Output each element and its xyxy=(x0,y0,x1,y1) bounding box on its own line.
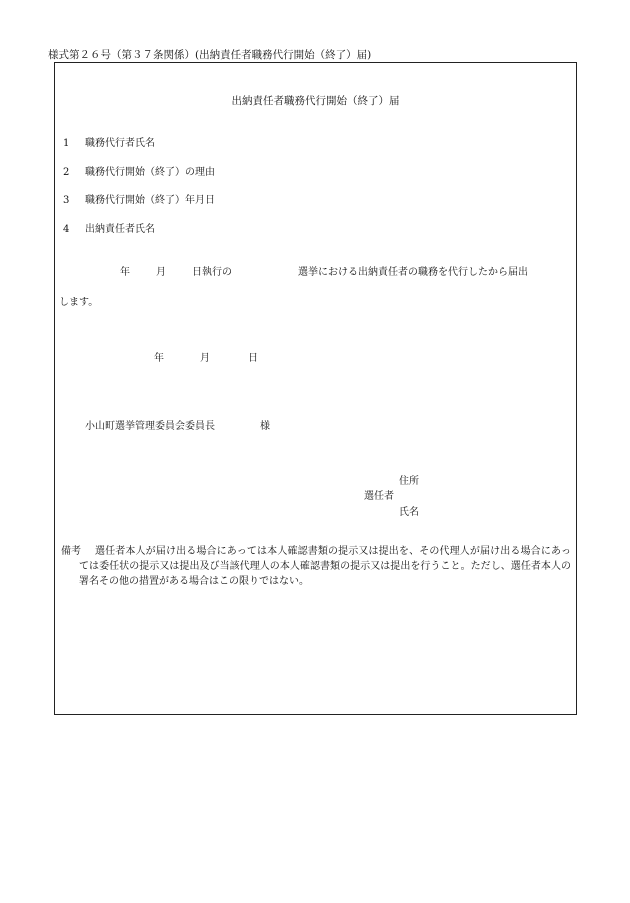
addressee-name: 小山町選挙管理委員会委員長 xyxy=(85,421,215,432)
submitter-role-label: 選任者 xyxy=(364,491,394,502)
addressee-honorific: 様 xyxy=(260,421,270,432)
statement-text-continued: します。 xyxy=(59,297,99,308)
item-row-2 xyxy=(63,163,215,178)
date-month: 月 xyxy=(200,353,210,364)
item-number: 1 xyxy=(63,138,70,149)
item-number: 4 xyxy=(63,224,70,235)
item-row-4 xyxy=(63,220,155,235)
remarks-text: 選任者本人が届け出る場合にあっては本人確認書類の提示又は提出を、その代理人が届け出る場合にあっては委任状の提示又は提出及び当該代理人の本人確認書類の提示又は提出を行うこと。ただし、選任者本人の署名その他の措置がある場合はこの限りではない。 xyxy=(79,546,571,587)
item-label: 出納責任者氏名 xyxy=(85,224,155,235)
item-row-1 xyxy=(63,134,155,149)
item-number: 2 xyxy=(63,167,70,178)
item-label: 職務代行者氏名 xyxy=(85,138,155,149)
remarks-section xyxy=(61,544,571,589)
date-day: 日 xyxy=(248,353,258,364)
statement-month: 月 xyxy=(156,267,166,278)
submitter-name-label: 氏名 xyxy=(399,507,419,518)
date-year: 年 xyxy=(154,353,164,364)
item-number: 3 xyxy=(63,195,70,206)
item-label: 職務代行開始（終了）の理由 xyxy=(85,167,215,178)
submitter-address-label: 住所 xyxy=(399,476,419,487)
document-title: 出納責任者職務代行開始（終了）届 xyxy=(231,95,400,107)
item-label: 職務代行開始（終了）年月日 xyxy=(85,195,215,206)
statement-day-executed: 日執行の xyxy=(192,267,232,278)
statement-year: 年 xyxy=(120,267,130,278)
form-box xyxy=(54,62,577,715)
statement-text: 選挙における出納責任者の職務を代行したから届出 xyxy=(298,267,528,278)
remarks-label: 備考 xyxy=(61,546,81,557)
form-number-label: 様式第２６号（第３７条関係）(出納責任者職務代行開始（終了）届) xyxy=(48,49,372,61)
item-row-3 xyxy=(63,191,215,206)
